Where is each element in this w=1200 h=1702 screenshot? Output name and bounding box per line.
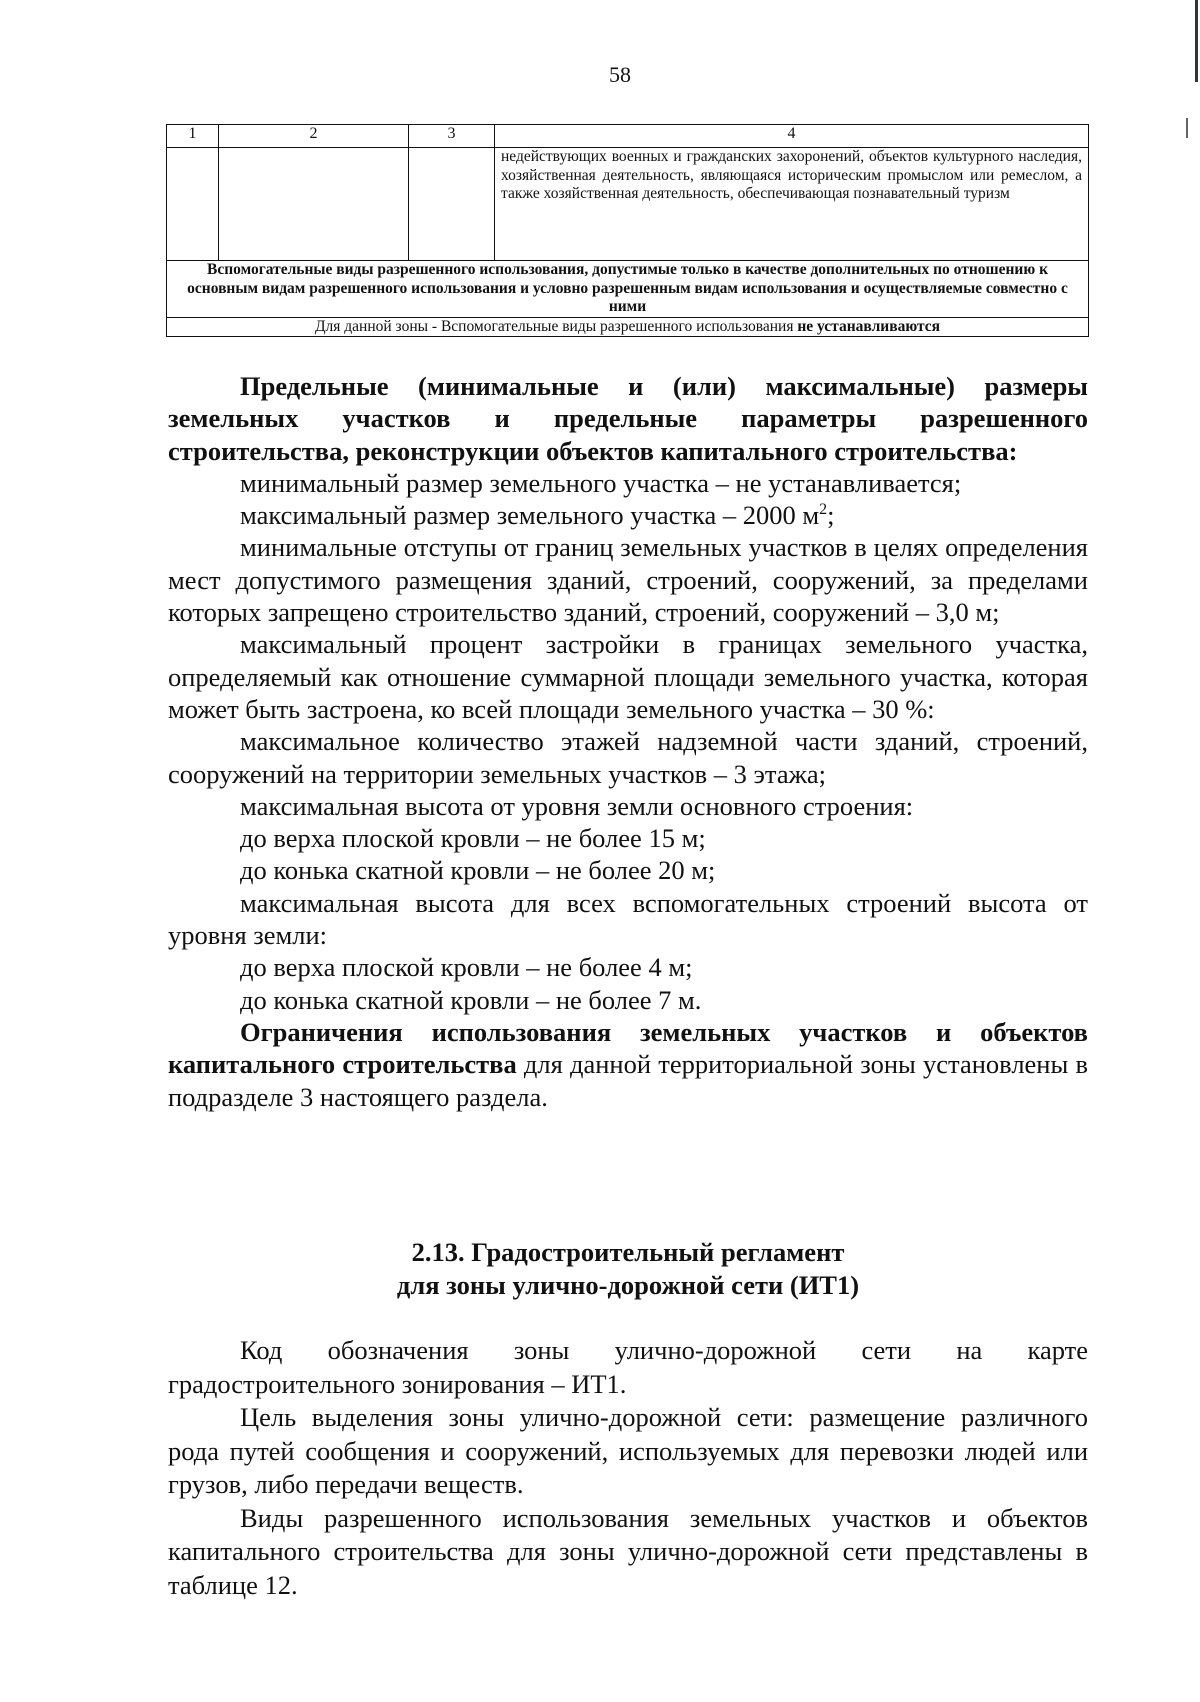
auxiliary-uses-note	[167, 317, 1089, 337]
table-header-cell: 3	[409, 125, 495, 148]
restrictions-paragraph	[168, 1016, 1088, 1113]
table-cell	[167, 148, 219, 261]
limits-item: до конька скатной кровли – не более 20 м;	[240, 855, 716, 886]
note-bold: не устанавливаются	[797, 317, 941, 335]
section-title	[168, 1236, 1088, 1302]
section-title-line: для зоны улично-дорожной сети (ИТ1)	[396, 1270, 860, 1300]
table-header-cell: 4	[495, 125, 1089, 148]
table-row	[167, 148, 1089, 261]
note-prefix: Для данной зоны - Вспомогательные виды разрешенного использования	[314, 317, 794, 335]
section-paragraph: Код обозначения зоны улично-дорожной сети на карте градостроительного зонирования – ИТ1.	[168, 1335, 1088, 1399]
table-row	[167, 261, 1089, 318]
max-size-suffix: ;	[827, 500, 835, 531]
superscript: 2	[819, 501, 828, 519]
table-header-cell: 2	[219, 125, 409, 148]
limits-item: минимальный размер земельного участка – не устанавливается;	[240, 467, 962, 498]
restrictions-bold: Ограничения использования земельных участков и объектов капитального строительства	[168, 1016, 1088, 1080]
limits-item: до верха плоской кровли – не более 15 м;	[240, 823, 706, 854]
section-paragraph: Цель выделения зоны улично-дорожной сети: размещение различного рода путей сообщения и сооружений, используемых для перевозки людей или грузов, либо передачи веществ.	[168, 1402, 1088, 1499]
limits-item-max-size	[168, 499, 1088, 531]
table-header-cell: 1	[167, 125, 219, 148]
restrictions-rest: для данной территориальной зоны установлены в подразделе 3 настоящего раздела.	[168, 1049, 1088, 1112]
section-body	[168, 1334, 1088, 1602]
table-header-row	[167, 125, 1089, 148]
limits-item: до конька скатной кровли – не более 7 м.	[240, 984, 702, 1015]
limits-item: максимальное количество этажей надземной части зданий, строений, сооружений на территории земельных участков – 3 этажа;	[168, 726, 1088, 789]
limits-item: максимальная высота для всех вспомогательных строений высота от уровня земли:	[168, 887, 1088, 951]
section-paragraph: Виды разрешенного использования земельных участков и объектов капитального строительства для зоны улично-дорожной сети представлены в таблице 12.	[168, 1502, 1088, 1600]
limits-block	[168, 370, 1088, 1113]
limits-item: минимальные отступы от границ земельных участков в целях определения мест допустимого размещения зданий, строений, сооружений, за пределами которых запрещено строительство зданий, строений, сооружений – 3,0 м;	[168, 532, 1088, 628]
auxiliary-uses-heading: Вспомогательные виды разрешенного использования, допустимые только в качестве дополнительных по отношению к основным видам разрешенного использования и условно разрешенным видам использования и осуществляемые совместно с ними	[167, 261, 1089, 318]
limits-item: до верха плоской кровли – не более 4 м;	[240, 952, 693, 983]
limits-heading: Предельные (минимальные и (или) максимальные) размеры земельных участков и предельные параметры разрешенного строительства, реконструкции объектов капитального строительства:	[168, 371, 1088, 466]
table-cell-description: недействующих военных и гражданских захоронений, объектов культурного наследия, хозяйственная деятельность, являющаяся историческим промыслом или ремеслом, а также хозяйственная деятельность, обеспечивающая познавательный туризм	[495, 148, 1089, 261]
table-cell	[409, 148, 495, 261]
table-cell	[219, 148, 409, 261]
regulation-table	[166, 124, 1089, 337]
section-title-line: 2.13. Градостроительный регламент	[411, 1237, 845, 1267]
scan-edge-mark	[1186, 118, 1188, 138]
table-row	[167, 317, 1089, 337]
limits-item: максимальная высота от уровня земли основного строения:	[240, 790, 914, 821]
page-number: 58	[609, 62, 631, 87]
max-size-text: максимальный размер земельного участка – 2000 м	[240, 500, 820, 531]
limits-item: максимальный процент застройки в границах земельного участка, определяемый как отношение суммарной площади земельного участка, которая может быть застроена, ко всей площади земельного участка – 30 %:	[168, 629, 1088, 724]
